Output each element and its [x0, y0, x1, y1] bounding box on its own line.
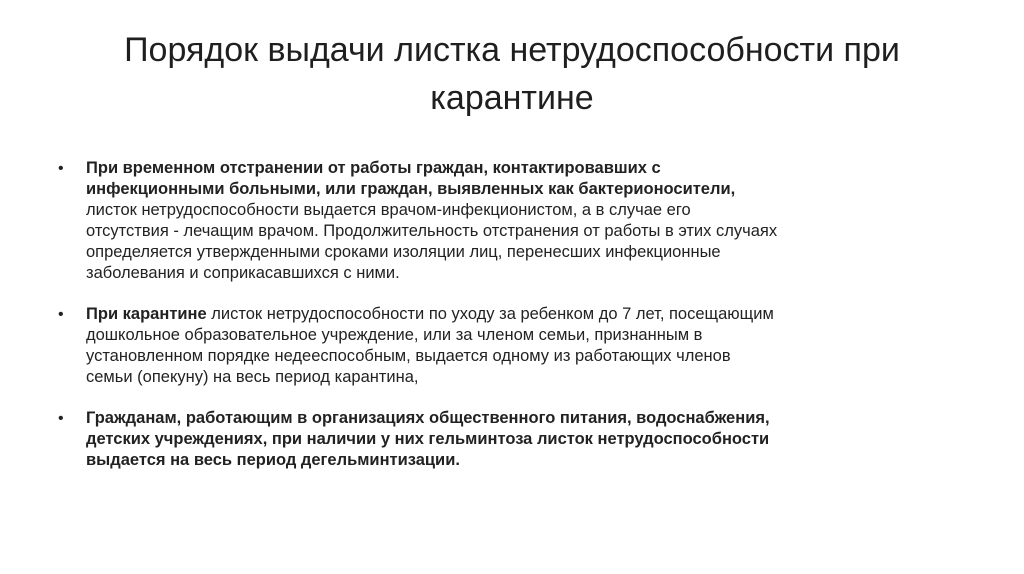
bullet-item-quarantine	[58, 304, 778, 388]
slide-title: Порядок выдачи листка нетрудоспособности при карантине	[124, 31, 900, 117]
bullet-bold-text: При временном отстранении от работы граждан, контактировавших с инфекционными больными, или граждан, выявленных как бактерионосители,	[86, 159, 736, 198]
bullet-list	[58, 158, 778, 471]
bullet-bold-text: При карантине	[86, 305, 207, 323]
bullet-bold-text: Гражданам, работающим в организациях общественного питания, водоснабжения, детских учреждениях, при наличии у них гельминтоза листок нетрудоспособности выдается на весь период дегельминтизации.	[86, 409, 770, 469]
bullet-text: листок нетрудоспособности по уходу за ребенком до 7 лет, посещающим дошкольное образовательное учреждение, или за членом семьи, признанным в установленном порядке недееспособным, выдается одному из работающих членов семьи (опекуну) на весь период карантина,	[86, 305, 774, 386]
bullet-item-helminthiasis	[58, 408, 778, 471]
bullet-item-isolation	[58, 158, 778, 284]
bullet-dot-icon: •	[58, 160, 64, 177]
slide-content	[58, 158, 778, 471]
bullet-dot-icon: •	[58, 306, 64, 323]
bullet-dot-icon: •	[58, 410, 64, 427]
bullet-text: листок нетрудоспособности выдается врачом-инфекционистом, а в случае его отсутствия - лечащим врачом. Продолжительность отстранения от работы в этих случаях определяется утвержденными сроками изоляции лиц, перенесших инфекционные заболевания и соприкасавшихся с ними.	[86, 201, 778, 282]
